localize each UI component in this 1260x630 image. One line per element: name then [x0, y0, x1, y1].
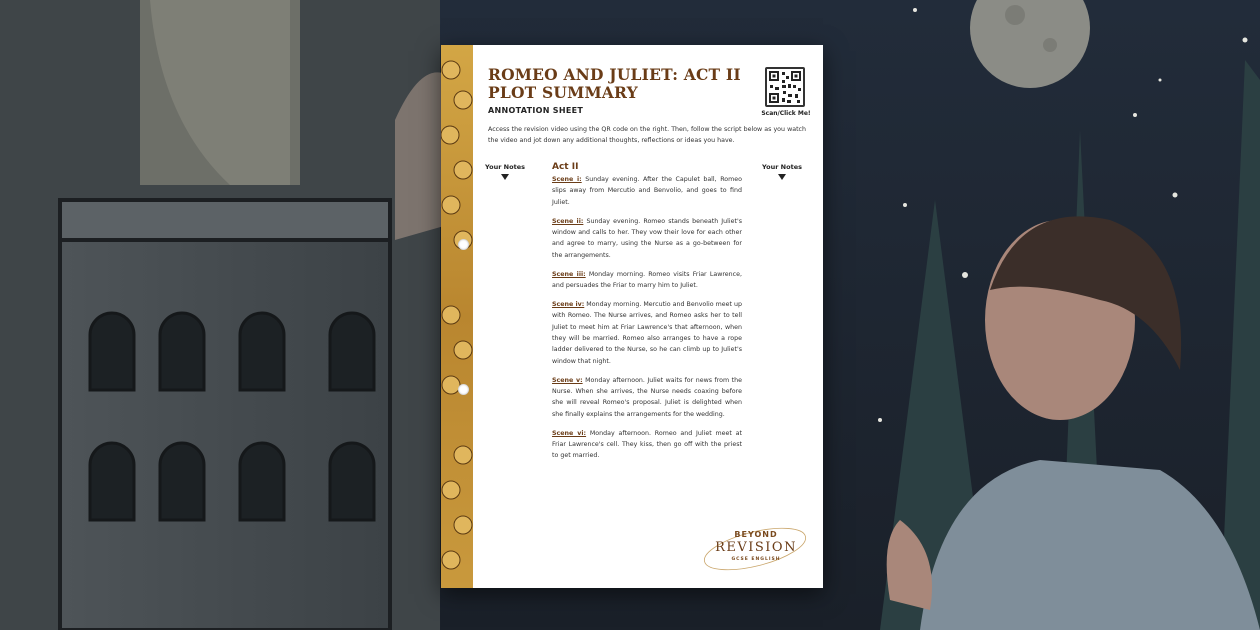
sheet-title: ROMEO AND JULIET: ACT II PLOT SUMMARY — [488, 65, 741, 102]
scene-summary — [552, 428, 742, 462]
scene-label: Scene iii: — [552, 270, 586, 278]
scene-summary — [552, 216, 742, 262]
worksheet-preview — [441, 45, 823, 588]
character-strip — [441, 45, 473, 588]
act-heading: Act II — [552, 162, 579, 172]
scene-list — [552, 174, 742, 469]
scene-label: Scene i: — [552, 176, 582, 183]
scene-summary — [552, 174, 742, 208]
notes-left-label: Your Notes — [485, 163, 525, 171]
scene-label: Scene v: — [552, 376, 583, 384]
brand-logo — [711, 515, 821, 575]
logo-main-text: REVISION — [715, 540, 797, 555]
scene-text: Sunday evening. Romeo stands beneath Juliet's window and calls to her. They vow their love for each other and agree to marry, using the Nurse as a go-between for the arrangements. — [552, 217, 742, 259]
punch-hole — [458, 384, 469, 395]
intro-text: Access the revision video using the QR code on the right. Then, follow the script below as you watch the video and jot down any additional thoughts, reflections or ideas you have. — [488, 126, 806, 144]
triangle-down-icon — [778, 174, 786, 180]
notes-column-right — [752, 163, 812, 180]
scene-text: Monday afternoon. Juliet waits for news from the Nurse. When she arrives, the Nurse needs coaxing before she will reveal Romeo's proposal. Juliet is delighted when she finally explains the arrangements for the wedding. — [552, 376, 742, 418]
scene-text: Monday morning. Mercutio and Benvolio meet up with Romeo. The Nurse arrives, and Romeo asks her to tell Juliet to meet him at Friar Lawrence's that afternoon, when they will be married. Romeo also arranges to have a rope ladder delivered to the Nurse, so he can climb up to Juliet's window that night. — [552, 300, 742, 365]
scene-summary — [552, 375, 742, 421]
scene-text: Monday morning. Romeo visits Friar Lawrence, and persuades the Friar to marry him to Juliet. — [552, 270, 742, 290]
scene-summary — [552, 269, 742, 292]
triangle-down-icon — [501, 174, 509, 180]
scene-summary — [552, 299, 742, 367]
logo-top-text: BEYOND — [734, 530, 778, 539]
scene-label: Scene vi: — [552, 429, 587, 437]
scene-label: Scene iv: — [552, 300, 585, 308]
qr-label: Scan/Click Me! — [761, 110, 811, 117]
scene-text: Sunday evening. After the Capulet ball, Romeo slips away from Mercutio and Benvolio, and goes to find Juliet. — [552, 176, 742, 206]
scene-text: Monday afternoon. Romeo and Juliet meet at Friar Lawrence's cell. They kiss, then go off with the priest to get married. — [552, 429, 742, 460]
notes-column-left — [475, 163, 535, 180]
qr-code-icon[interactable] — [765, 67, 805, 107]
scene-label: Scene ii: — [552, 217, 584, 225]
logo-sub-text: GCSE ENGLISH — [731, 557, 781, 562]
sheet-subtitle: ANNOTATION SHEET — [488, 106, 584, 115]
punch-hole — [458, 239, 469, 250]
notes-right-label: Your Notes — [762, 163, 802, 171]
